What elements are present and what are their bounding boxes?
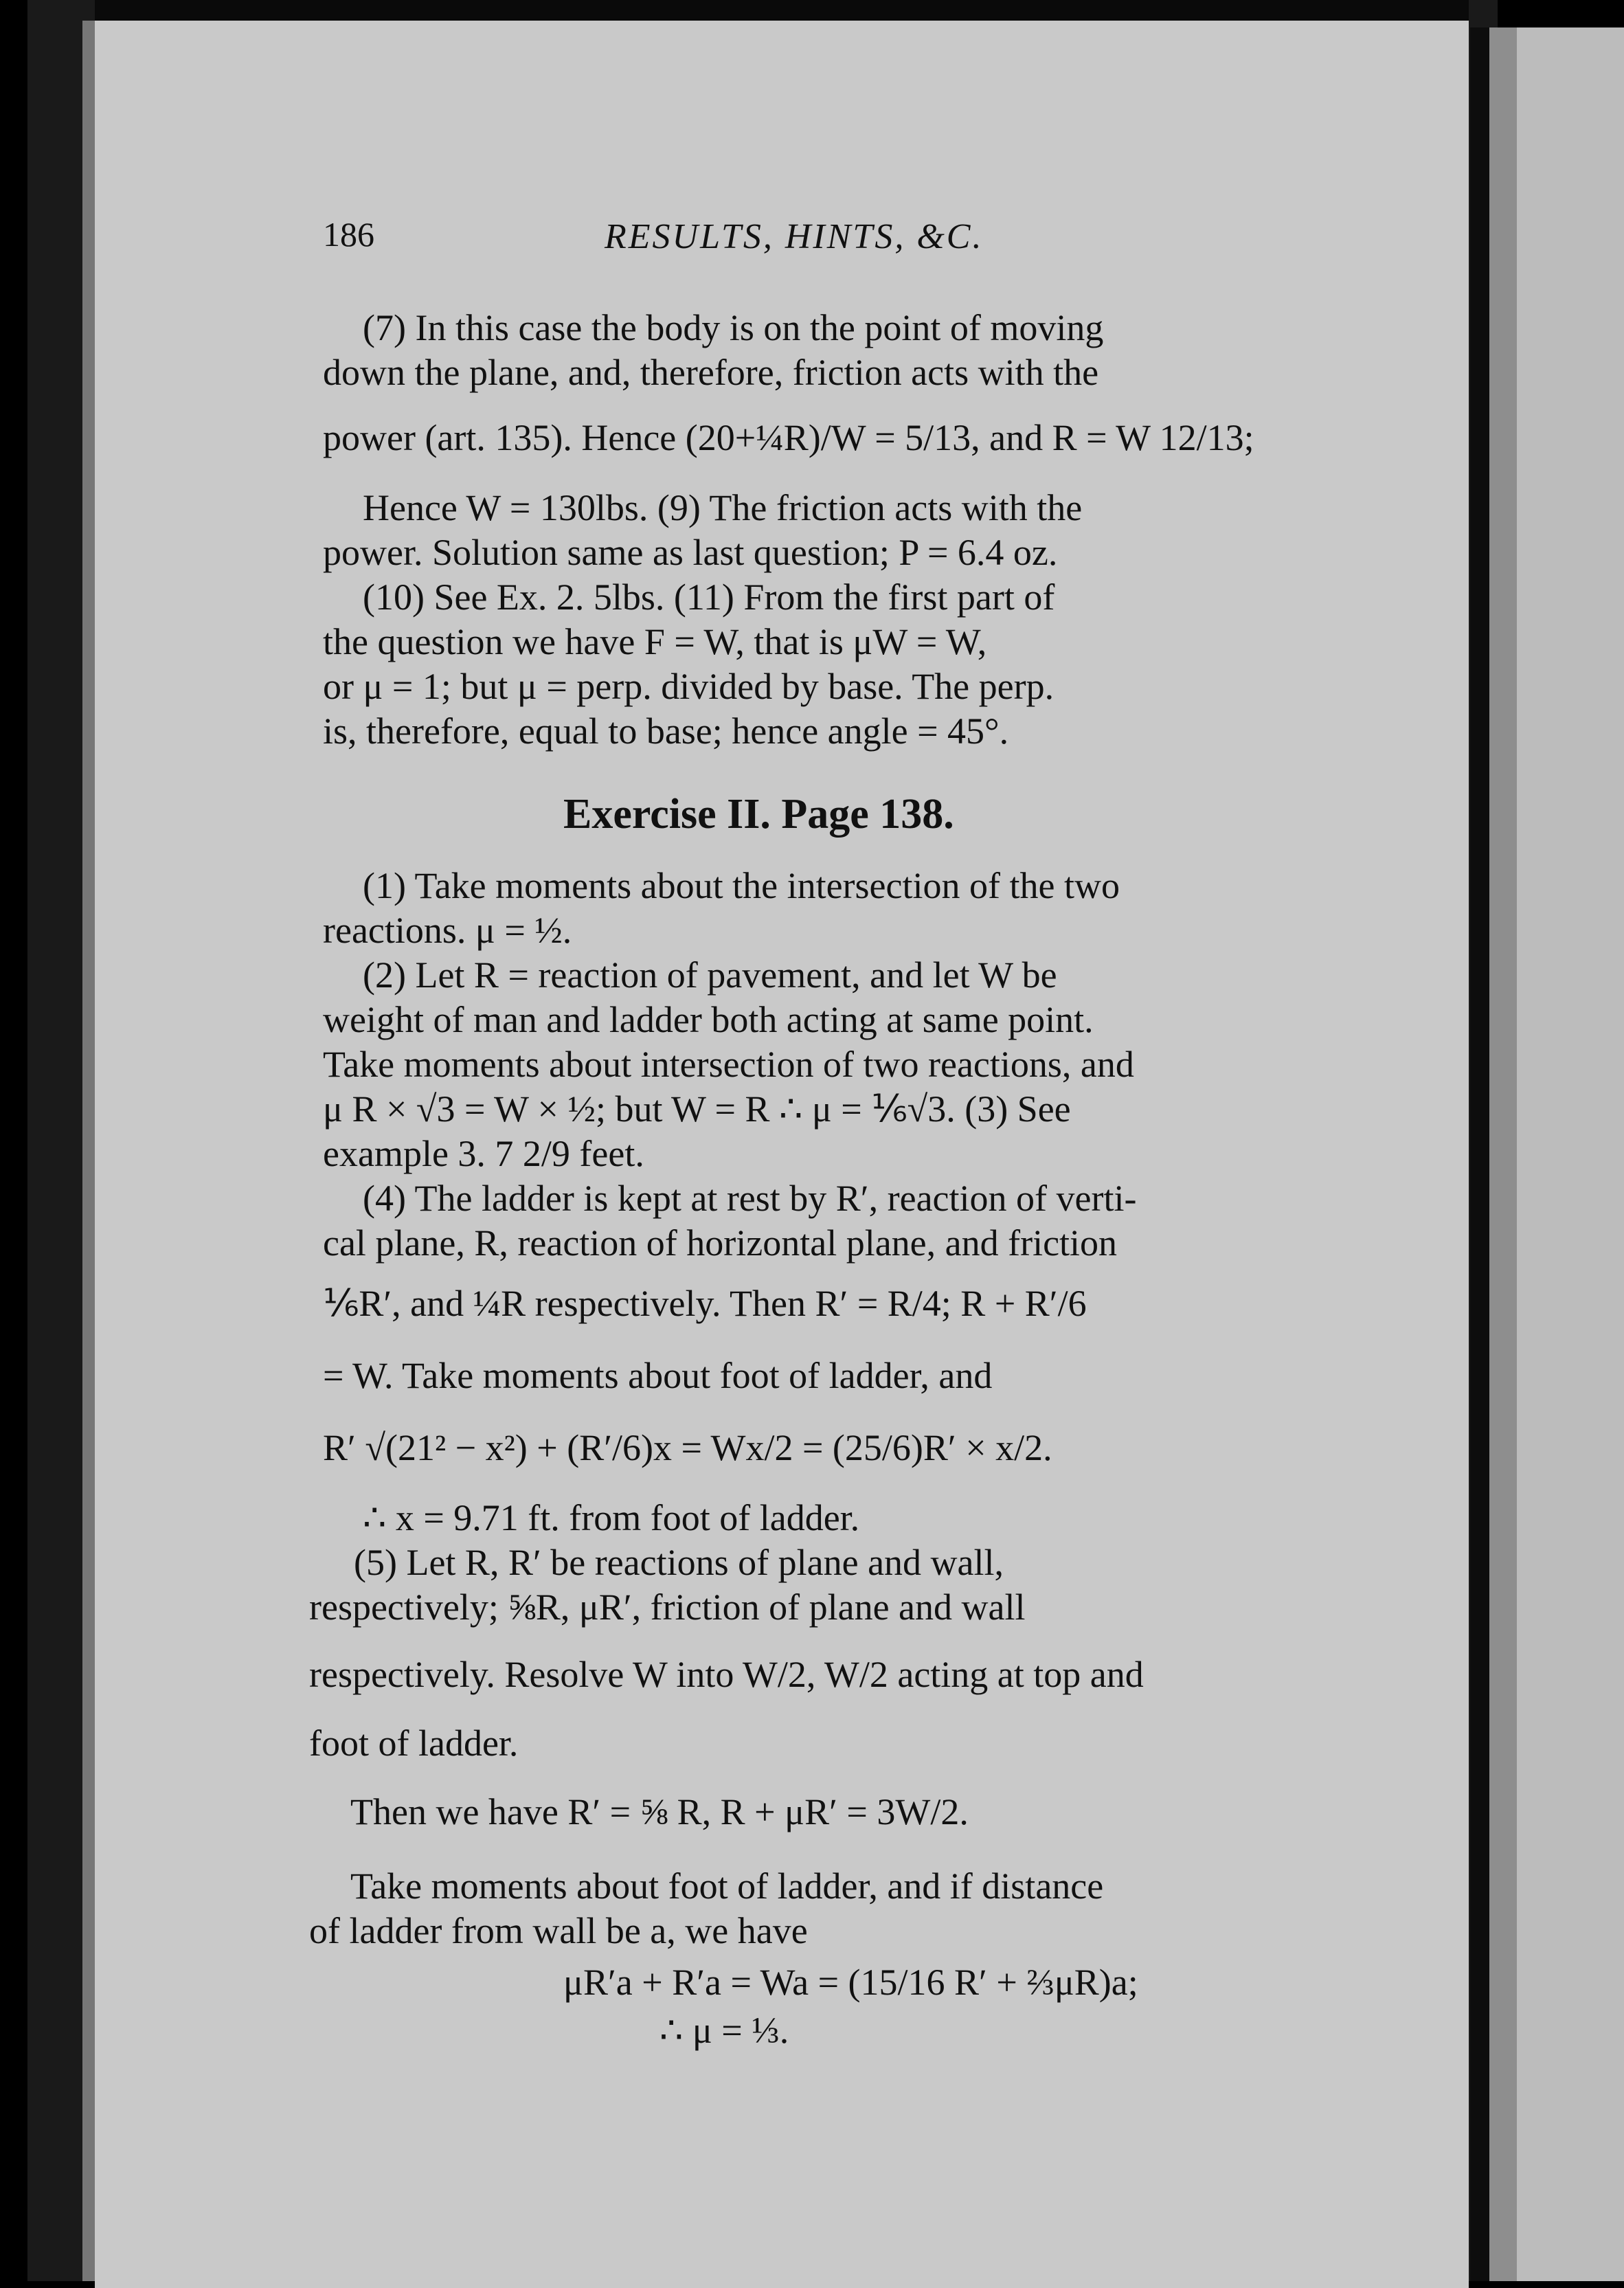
text-line: down the plane, and, therefore, friction acts with the bbox=[323, 352, 1099, 393]
text-line: Take moments about foot of ladder, and if distance bbox=[350, 1865, 1104, 1907]
text-line: example 3. 7 2/9 feet. bbox=[323, 1133, 644, 1174]
text-line: Hence W = 130lbs. (9) The friction acts with the bbox=[363, 487, 1083, 528]
text-line: of ladder from wall be a, we have bbox=[309, 1910, 808, 1951]
text-line: (2) Let R = reaction of pavement, and let W be bbox=[363, 954, 1057, 996]
text-line: foot of ladder. bbox=[309, 1723, 519, 1764]
running-title: RESULTS, HINTS, &C. bbox=[605, 217, 984, 256]
equation-line: μR′a + R′a = Wa = (15/16 R′ + ⅔μR)a; bbox=[563, 1962, 1138, 2003]
text-line: power (art. 135). Hence (20+¼R)/W = 5/13, and R = W 12/13; bbox=[323, 417, 1254, 458]
text-line: Then we have R′ = ⅝ R, R + μR′ = 3W/2. bbox=[350, 1791, 969, 1832]
text-line: (1) Take moments about the intersection of the two bbox=[363, 865, 1120, 906]
text-line: μ R × √3 = W × ½; but W = R ∴ μ = ⅙√3. (3) See bbox=[323, 1088, 1071, 1130]
text-line: (10) See Ex. 2. 5lbs. (11) From the first part of bbox=[363, 576, 1055, 618]
text-line: ∴ x = 9.71 ft. from foot of ladder. bbox=[363, 1497, 860, 1538]
text-line: (5) Let R, R′ be reactions of plane and wall, bbox=[354, 1542, 1004, 1583]
top-edge bbox=[95, 0, 1469, 21]
equation-line: ∴ μ = ⅓. bbox=[659, 2010, 789, 2051]
text-line: respectively; ⅝R, μR′, friction of plane and wall bbox=[309, 1586, 1026, 1628]
text-line: weight of man and ladder both acting at same point. bbox=[323, 999, 1094, 1040]
text-line: = W. Take moments about foot of ladder, and bbox=[323, 1355, 993, 1396]
text-line: cal plane, R, reaction of horizontal plane, and friction bbox=[323, 1222, 1118, 1264]
page-number: 186 bbox=[323, 215, 374, 254]
text-line: power. Solution same as last question; P = 6.4 oz. bbox=[323, 532, 1058, 573]
text-line: reactions. μ = ½. bbox=[323, 910, 572, 951]
section-heading: Exercise II. Page 138. bbox=[563, 791, 954, 838]
text-line: is, therefore, equal to base; hence angle = 45°. bbox=[323, 710, 1009, 752]
book-binding bbox=[1470, 27, 1489, 2281]
text-line: or μ = 1; but μ = perp. divided by base. The perp. bbox=[323, 666, 1055, 707]
text-line: (7) In this case the body is on the point of moving bbox=[363, 307, 1104, 348]
text-line: Take moments about intersection of two reactions, and bbox=[323, 1044, 1134, 1085]
text-line: R′ √(21² − x²) + (R′/6)x = Wx/2 = (25/6)R′ × x/2. bbox=[323, 1427, 1052, 1468]
text-line: ⅙R′, and ¼R respectively. Then R′ = R/4; R + R′/6 bbox=[323, 1283, 1087, 1324]
left-edge bbox=[82, 21, 95, 2281]
facing-page-edge bbox=[1489, 27, 1517, 2281]
text-line: the question we have F = W, that is μW = W, bbox=[323, 621, 987, 662]
text-line: respectively. Resolve W into W/2, W/2 acting at top and bbox=[309, 1654, 1144, 1695]
text-line: (4) The ladder is kept at rest by R′, reaction of verti- bbox=[363, 1178, 1137, 1219]
